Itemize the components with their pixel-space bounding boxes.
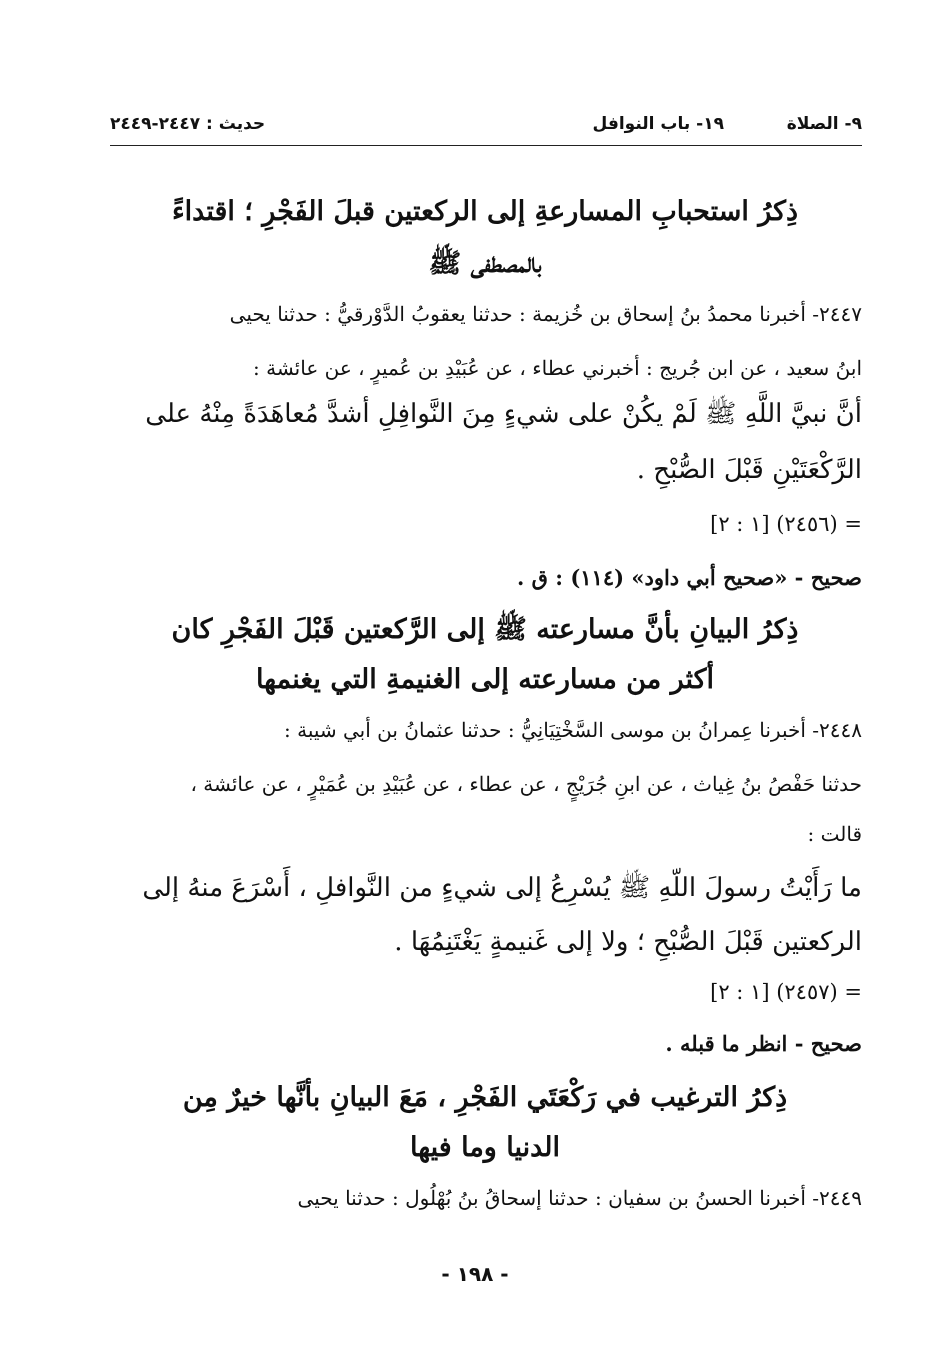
header-divider	[110, 145, 862, 146]
header-section: ١٩- باب النوافل	[592, 114, 724, 134]
hadith-2447-isnad-line-2: ابنُ سعيد ، عن ابن جُريج : أخبرني عطاء ، عن عُبَيْدِ بن عُميرٍ ، عن عائشة :	[253, 356, 862, 380]
section-1-heading-line-2: بالمصطفى ﷺ	[428, 248, 542, 279]
hadith-2448-isnad-line-3: قالت :	[807, 822, 862, 846]
hadith-2448-matn-line-1: ما رَأَيْتُ رسولَ اللّهِ ﷺ يُسْرِعُ إلى شيءٍ من النَّوافلِ ، أَسْرَعَ منهُ إلى	[142, 873, 862, 903]
header-chapter: ٩- الصلاة	[786, 114, 862, 134]
hadith-2448-isnad-line-1: ٢٤٤٨- أخبرنا عِمرانُ بن موسى السَّخْتِيَانِيُّ : حدثنا عثمانُ بن أبي شيبة :	[284, 718, 862, 742]
running-header	[110, 108, 862, 138]
hadith-2448-grade: صحيح - انظر ما قبله .	[665, 1031, 862, 1056]
hadith-2447-reference: = (٢٤٥٦) [١ : ٢]	[710, 512, 862, 536]
hadith-2449-isnad-line-1: ٢٤٤٩- أخبرنا الحسنُ بن سفيان : حدثنا إسحاقُ بنُ بُهْلُول : حدثنا يحيى	[297, 1186, 862, 1210]
hadith-2448-matn-line-2: الركعتين قَبْلَ الصُّبْحِ ؛ ولا إلى غَنيمةٍ يَغْتَنِمُهَا .	[394, 927, 862, 957]
section-1-heading-line-1: ذِكرُ استحبابِ المسارعةِ إلى الركعتين قبلَ الفَجْرِ ؛ اقتداءً	[171, 196, 799, 227]
hadith-2447-matn-line-2: الرَّكْعَتَيْنِ قَبْلَ الصُّبْحِ .	[636, 455, 862, 485]
hadith-2447-grade: صحيح - «صحيح أبي داود» (١١٤) : ق .	[517, 565, 862, 590]
hadith-2447-matn-line-1: أنَّ نبيَّ اللَّهِ ﷺ لَمْ يكُنْ على شيءٍ مِنَ النَّوافِلِ أشدَّ مُعاهَدَةً مِنْهُ على	[145, 399, 862, 429]
hadith-2448-isnad-line-2: حدثنا حَفْصُ بنُ غِياث ، عن ابنِ جُرَيْجٍ ، عن عطاء ، عن عُبَيْدِ بن عُمَيْرٍ ، عن عائشة ،	[190, 772, 862, 796]
page-number: - ١٩٨ -	[441, 1262, 509, 1286]
header-hadith-range: حديث : ٢٤٤٧-٢٤٤٩	[110, 114, 266, 134]
hadith-2448-reference: = (٢٤٥٧) [١ : ٢]	[710, 980, 862, 1004]
section-3-heading-line-2: الدنيا وما فيها	[409, 1132, 561, 1163]
section-3-heading-line-1: ذِكرُ الترغيب في رَكْعَتَي الفَجْرِ ، مَعَ البيانِ بأنَّها خيرٌ مِن	[182, 1082, 788, 1113]
hadith-2447-isnad-line-1: ٢٤٤٧- أخبرنا محمدُ بنُ إسحاق بن خُزيمة : حدثنا يعقوبُ الدَّوْرقيُّ : حدثنا يحيى	[229, 302, 862, 326]
section-2-heading-line-2: أكثر من مسارعته إلى الغنيمةِ التي يغنمها	[255, 664, 715, 695]
section-2-heading-line-1: ذِكرُ البيانِ بأنَّ مسارعته ﷺ إلى الرَّكعتين قَبْلَ الفَجْرِ كان	[171, 614, 799, 645]
